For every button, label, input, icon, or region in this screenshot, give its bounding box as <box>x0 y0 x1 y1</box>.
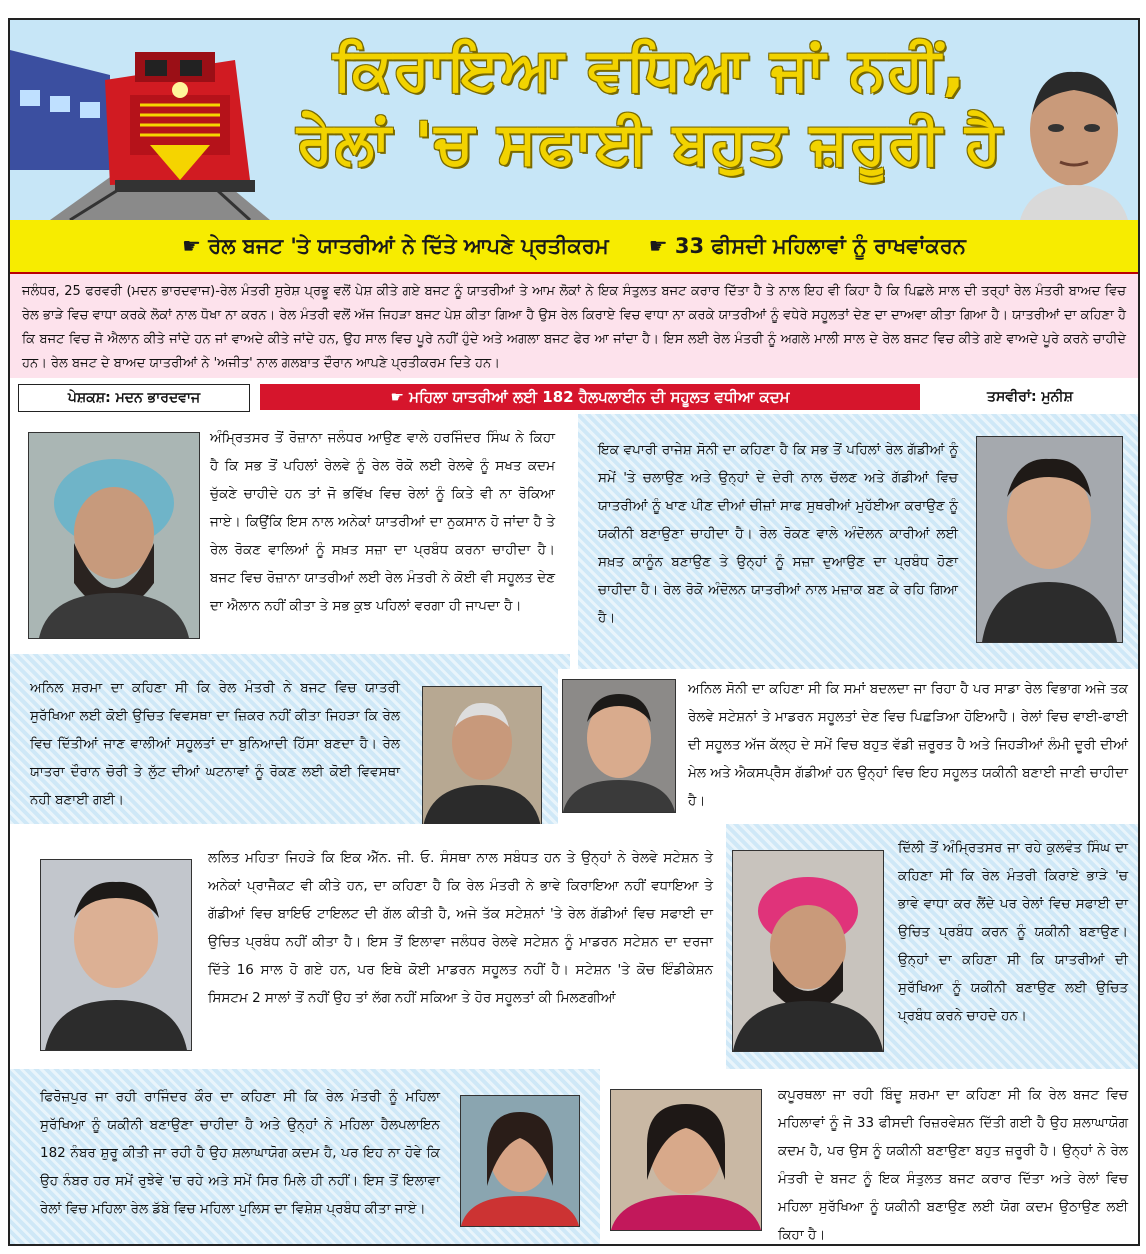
quote-block-anil-sharma <box>10 654 570 824</box>
newspaper-page <box>8 18 1140 1246</box>
presenter-credit: ਪੇਸ਼ਕਸ਼: ਮਦਨ ਭਾਰਦਵਾਜ <box>18 384 250 412</box>
quote-anil-soni: ਅਨਿਲ ਸੋਨੀ ਦਾ ਕਹਿਣਾ ਸੀ ਕਿ ਸਮਾਂ ਬਦਲਦਾ ਜਾ ਰਿਹਾ ਹੈ ਪਰ ਸਾਡਾ ਰੇਲ ਵਿਭਾਗ ਅਜੇ ਤਕ ਰੇਲਵੇ ਸਟੇਸ਼ਨਾਂ ਤੇ ਮਾਡਰਨ ਸਹੂਲਤਾਂ ਦੇਣ ਵਿਚ ਪਿਛੜਿਆ ਹੋਇਆਹੈ। ਰੇਲਾਂ ਵਿਚ ਵਾਈ-ਫਾਈ ਦੀ ਸਹੂਲਤ ਅੱਜ ਕੱਲ੍ਹ ਦੇ ਸਮੇਂ ਵਿਚ ਬਹੁਤ ਵੱਡੀ ਜ਼ਰੂਰਤ ਹੈ ਅਤੇ ਜਿਹੜੀਆਂ ਲੰਮੀ ਦੂਰੀ ਦੀਆਂ ਮੇਲ ਅਤੇ ਐਕਸਪ੍ਰੈਸ ਗੱਡੀਆਂ ਹਨ ਉਨ੍ਹਾਂ ਵਿਚ ਇਹ ਸਹੂਲਤ ਯਕੀਨੀ ਬਣਾਈ ਜਾਣੀ ਚਾਹੀਦਾ ਹੈ। <box>688 681 1128 809</box>
photo-anil-soni <box>562 679 676 813</box>
subheading-bar <box>10 220 1138 274</box>
quote-block-kulwant <box>726 824 1138 1069</box>
photo-harjinder <box>28 432 200 639</box>
credit-bar <box>10 382 1138 412</box>
helpline-banner: ☛ ਮਹਿਲਾ ਯਾਤਰੀਆਂ ਲਈ 182 ਹੈਲਪਲਾਈਨ ਦੀ ਸਹੂਲਤ ਵਧੀਆ ਕਦਮ <box>260 384 920 410</box>
subheading-right: ☛ 33 ਫੀਸਦੀ ਮਹਿਲਾਵਾਂ ਨੂੰ ਰਾਖਵਾਂਕਰਨ <box>648 233 966 258</box>
train-illustration <box>10 20 280 220</box>
photo-rajesh <box>976 436 1123 643</box>
headline-line-2: ਰੇਲਾਂ 'ਚ ਸਫਾਈ ਬਹੁਤ ਜ਼ਰੂਰੀ ਹੈ <box>296 109 1004 177</box>
photo-rajinder <box>460 1095 580 1227</box>
intro-paragraph: ਜਲੰਧਰ, 25 ਫਰਵਰੀ (ਮਦਨ ਭਾਰਦਵਾਜ)-ਰੇਲ ਮੰਤਰੀ ਸੁਰੇਸ਼ ਪ੍ਰਭੂ ਵਲੋਂ ਪੇਸ਼ ਕੀਤੇ ਗਏ ਬਜਟ ਨੂੰ ਯਾਤਰੀਆਂ ਤੇ ਆਮ ਲੋਕਾਂ ਨੇ ਇਕ ਸੰਤੁਲਤ ਬਜਟ ਕਰਾਰ ਦਿੱਤਾ ਹੈ ਤੇ ਨਾਲ ਇਹ ਵੀ ਕਿਹਾ ਹੈ ਕਿ ਪਿਛਲੇ ਸਾਲ ਦੀ ਤਰ੍ਹਾਂ ਰੇਲ ਮੰਤਰੀ ਬਾਅਦ ਵਿਚ ਰੇਲ ਭਾੜੇ ਵਿਚ ਵਾਧਾ ਕਰਕੇ ਲੋਕਾਂ ਨਾਲ ਧੋਖਾ ਨਾ ਕਰਨ। ਰੇਲ ਮੰਤਰੀ ਵਲੋਂ ਅੱਜ ਜਿਹੜਾ ਬਜਟ ਪੇਸ਼ ਕੀਤਾ ਗਿਆ ਹੈ ਉਸ ਰੇਲ ਕਿਰਾਏ ਵਿਚ ਵਾਧਾ ਨਾ ਕਰਕੇ ਯਾਤਰੀਆਂ ਨੂੰ ਵਧੇਰੇ ਸਹੂਲਤਾਂ ਦੇਣ ਦਾ ਦਾਅਵਾ ਕੀਤਾ ਗਿਆ ਹੈ। ਯਾਤਰੀਆਂ ਦਾ ਕਹਿਣਾ ਹੈ ਕਿ ਬਜਟ ਵਿਚ ਜੋ ਐਲਾਨ ਕੀਤੇ ਜਾਂਦੇ ਹਨ ਜਾਂ ਵਾਅਦੇ ਕੀਤੇ ਜਾਂਦੇ ਹਨ, ਉਹ ਸਾਲ ਵਿਚ ਪੂਰੇ ਨਹੀਂ ਹੁੰਦੇ ਅਤੇ ਅਗਲਾ ਬਜਟ ਫੇਰ ਆ ਜਾਂਦਾ ਹੈ। ਇਸ ਲਈ ਰੇਲ ਮੰਤਰੀ ਨੂੰ ਅਗਲੇ ਮਾਲੀ ਸਾਲ ਦੇ ਰੇਲ ਬਜਟ ਵਿਚ ਕੀਤੇ ਗਏ ਵਾਅਦੇ ਪੂਰੇ ਕਰਨੇ ਚਾਹੀਦੇ ਹਨ। ਰੇਲ ਬਜਟ ਦੇ ਬਾਅਦ ਯਾਤਰੀਆਂ ਨੇ 'ਅਜੀਤ' ਨਾਲ ਗਲਬਾਤ ਦੌਰਾਨ ਆਪਣੇ ਪ੍ਰਤੀਕਰਮ ਦਿਤੇ ਹਨ। <box>10 274 1138 378</box>
quote-lalit: ਲਲਿਤ ਮਹਿਤਾ ਜਿਹੜੇ ਕਿ ਇਕ ਐੱਨ. ਜੀ. ਓ. ਸੰਸਥਾ ਨਾਲ ਸਬੰਧਤ ਹਨ ਤੇ ਉਨ੍ਹਾਂ ਨੇ ਰੇਲਵੇ ਸਟੇਸ਼ਨ ਤੇ ਅਨੇਕਾਂ ਪ੍ਰਾਜੈਕਟ ਵੀ ਕੀਤੇ ਹਨ, ਦਾ ਕਹਿਣਾ ਹੈ ਕਿ ਰੇਲ ਮੰਤਰੀ ਨੇ ਭਾਵੇ ਕਿਰਾਇਆ ਨਹੀਂ ਵਧਾਇਆ ਤੇ ਗੱਡੀਆਂ ਵਿਚ ਬਾਇਓ ਟਾਇਲਟ ਦੀ ਗੱਲ ਕੀਤੀ ਹੈ, ਅਜੇ ਤੱਕ ਸਟੇਸ਼ਨਾਂ 'ਤੇ ਰੇਲ ਗੱਡੀਆਂ ਵਿਚ ਸਫਾਈ ਦਾ ਉਚਿਤ ਪ੍ਰਬੰਧ ਨਹੀਂ ਕੀਤਾ ਹੈ। ਇਸ ਤੋਂ ਇਲਾਵਾ ਜਲੰਧਰ ਰੇਲਵੇ ਸਟੇਸ਼ਨ ਨੂੰ ਮਾਡਰਨ ਸਟੇਸ਼ਨ ਦਾ ਦਰਜਾ ਦਿੱਤੇ 16 ਸਾਲ ਹੋ ਗਏ ਹਨ, ਪਰ ਇਥੇ ਕੋਈ ਮਾਡਰਨ ਸਹੂਲਤ ਨਹੀਂ ਹੈ। ਸਟੇਸ਼ਨ 'ਤੇ ਕੋਚ ਇੰਡੀਕੇਸ਼ਨ ਸਿਸਟਮ 2 ਸਾਲਾਂ ਤੋਂ ਨਹੀਂ ਉਹ ਤਾਂ ਲੱਗ ਨਹੀਂ ਸਕਿਆ ਤੇ ਹੋਰ ਸਹੂਲਤਾਂ ਕੀ ਮਿਲਣਗੀਆਂ <box>208 850 713 1006</box>
quote-bindu: ਕਪੂਰਥਲਾ ਜਾ ਰਹੀ ਬਿੰਦੂ ਸ਼ਰਮਾ ਦਾ ਕਹਿਣਾ ਸੀ ਕਿ ਰੇਲ ਬਜਟ ਵਿਚ ਮਹਿਲਾਵਾਂ ਨੂੰ ਜੋ 33 ਫੀਸਦੀ ਰਿਜ਼ਰਵੇਸ਼ਨ ਦਿੱਤੀ ਗਈ ਹੈ ਉਹ ਸ਼ਲਾਘਾਯੋਗ ਕਦਮ ਹੈ, ਪਰ ਉਸ ਨੂੰ ਯਕੀਨੀ ਬਣਾਉਣਾ ਬਹੁਤ ਜ਼ਰੂਰੀ ਹੈ। ਉਨ੍ਹਾਂ ਨੇ ਰੇਲ ਮੰਤਰੀ ਦੇ ਬਜਟ ਨੂੰ ਇਕ ਸੰਤੁਲਤ ਬਜਟ ਕਰਾਰ ਦਿੱਤਾ ਅਤੇ ਰੇਲਾਂ ਵਿਚ ਮਹਿਲਾ ਸੁਰੱਖਿਆ ਨੂੰ ਯਕੀਨੀ ਬਣਾਉਣ ਲਈ ਯੋਗ ਕਦਮ ਉਠਾਉਣ ਲਈ ਕਿਹਾ ਹੈ। <box>778 1087 1128 1243</box>
headline <box>290 32 1010 180</box>
quote-anil-sharma: ਅਨਿਲ ਸ਼ਰਮਾ ਦਾ ਕਹਿਣਾ ਸੀ ਕਿ ਰੇਲ ਮੰਤਰੀ ਨੇ ਬਜਟ ਵਿਚ ਯਾਤਰੀ ਸੁਰੱਖਿਆ ਲਈ ਕੋਈ ਉਚਿਤ ਵਿਵਸਥਾ ਦਾ ਜ਼ਿਕਰ ਨਹੀਂ ਕੀਤਾ ਜਿਹੜਾ ਕਿ ਰੇਲ ਵਿਚ ਦਿੱਤੀਆਂ ਜਾਣ ਵਾਲੀਆਂ ਸਹੂਲਤਾਂ ਦਾ ਬੁਨਿਆਦੀ ਹਿੱਸਾ ਬਣਦਾ ਹੈ। ਰੇਲ ਯਾਤਰਾ ਦੌਰਾਨ ਚੋਰੀ ਤੇ ਲੁੱਟ ਦੀਆਂ ਘਟਨਾਵਾਂ ਨੂੰ ਰੋਕਣ ਲਈ ਕੋਈ ਵਿਵਸਥਾ ਨਹੀ ਬਣਾਈ ਗਈ। <box>30 680 400 808</box>
quote-block-lalit <box>10 834 726 1059</box>
quote-rajinder: ਫਿਰੋਜ਼ਪੁਰ ਜਾ ਰਹੀ ਰਾਜਿੰਦਰ ਕੌਰ ਦਾ ਕਹਿਣਾ ਸੀ ਕਿ ਰੇਲ ਮੰਤਰੀ ਨੂੰ ਮਹਿਲਾ ਸੁਰੱਖਿਆ ਨੂੰ ਯਕੀਨੀ ਬਣਾਉਣਾ ਚਾਹੀਦਾ ਹੈ ਅਤੇ ਉਨ੍ਹਾਂ ਨੇ ਮਹਿਲਾ ਹੈਲਪਲਾਇਨ 182 ਨੰਬਰ ਸ਼ੁਰੂ ਕੀਤੀ ਜਾ ਰਹੀ ਹੈ ਉਹ ਸ਼ਲਾਘਾਯੋਗ ਕਦਮ ਹੈ, ਪਰ ਇਹ ਨਾ ਹੋਵੇ ਕਿ ਉਹ ਨੰਬਰ ਹਰ ਸਮੇਂ ਰੁਝੇਵੇ 'ਚ ਰਹੇ ਅਤੇ ਸਮੇਂ ਸਿਰ ਮਿਲੇ ਹੀ ਨਹੀਂ। ਇਸ ਤੋਂ ਇਲਾਵਾ ਰੇਲਾਂ ਵਿਚ ਮਹਿਲਾ ਰੇਲ ਡੱਬੇ ਵਿਚ ਮਹਿਲਾ ਪੁਲਿਸ ਦਾ ਵਿਸ਼ੇਸ਼ ਪ੍ਰਬੰਧ ਕੀਤਾ ਜਾਏ। <box>40 1089 440 1217</box>
photo-credit: ਤਸਵੀਰਾਂ: ਮੁਨੀਸ਼ <box>987 389 1073 405</box>
quote-block-anil-soni <box>558 669 1138 849</box>
reactions-section <box>10 414 1138 1246</box>
headline-line-1: ਕਿਰਾਇਆ ਵਧਿਆ ਜਾਂ ਨਹੀਂ, <box>333 35 967 103</box>
photo-anil-sharma <box>422 686 542 824</box>
quote-kulwant: ਦਿੱਲੀ ਤੋਂ ਅੰਮ੍ਰਿਤਸਰ ਜਾ ਰਹੇ ਕੁਲਵੰਤ ਸਿੰਘ ਦਾ ਕਹਿਣਾ ਸੀ ਕਿ ਰੇਲ ਮੰਤਰੀ ਕਿਰਾਏ ਭਾੜੇ 'ਚ ਭਾਵੇ ਵਾਧਾ ਕਰ ਲੈਂਦੇ ਪਰ ਰੇਲਾਂ ਵਿਚ ਸਫਾਈ ਦਾ ਉਚਿਤ ਪ੍ਰਬੰਧ ਕਰਨ ਨੂੰ ਯਕੀਨੀ ਬਣਾਉਣ। ਉਨ੍ਹਾਂ ਦਾ ਕਹਿਣਾ ਸੀ ਕਿ ਯਾਤਰੀਆਂ ਦੀ ਸੁਰੱਖਿਆ ਨੂੰ ਯਕੀਨੀ ਬਣਾਉਣ ਲਈ ਉਚਿਤ ਪ੍ਰਬੰਧ ਕਰਨੇ ਚਾਹਦੇ ਹਨ। <box>898 840 1128 1024</box>
photo-bindu <box>610 1089 762 1231</box>
quote-harjinder: ਅੰਮ੍ਰਿਤਸਰ ਤੋਂ ਰੋਜ਼ਾਨਾ ਜਲੰਧਰ ਆਉਣ ਵਾਲੇ ਹਰਜਿੰਦਰ ਸਿੰਘ ਨੇ ਕਿਹਾ ਹੈ ਕਿ ਸਭ ਤੋਂ ਪਹਿਲਾਂ ਰੇਲਵੇ ਨੂੰ ਰੇਲ ਰੋਕੋ ਲਈ ਰੇਲਵੇ ਨੂੰ ਸਖਤ ਕਦਮ ਚੁੱਕਣੇ ਚਾਹੀਦੇ ਹਨ ਤਾਂ ਜੋ ਭਵਿੱਖ ਵਿਚ ਰੇਲਾਂ ਨੂੰ ਕਿਤੇ ਵੀ ਨਾ ਰੋਕਿਆ ਜਾਏ। ਕਿਉਂਕਿ ਇਸ ਨਾਲ ਅਨੇਕਾਂ ਯਾਤਰੀਆਂ ਦਾ ਨੁਕਸਾਨ ਹੋ ਜਾਂਦਾ ਹੈ ਤੇ ਰੇਲ ਰੋਕਣ ਵਾਲਿਆਂ ਨੂੰ ਸਖ਼ਤ ਸਜ਼ਾ ਦਾ ਪ੍ਰਬੰਧ ਕਰਨਾ ਚਾਹੀਦਾ ਹੈ। ਬਜਟ ਵਿਚ ਰੋਜ਼ਾਨਾ ਯਾਤਰੀਆਂ ਲਈ ਰੇਲ ਮੰਤਰੀ ਨੇ ਕੋਈ ਵੀ ਸਹੂਲਤ ਦੇਣ ਦਾ ਐਲਾਨ ਨਹੀਂ ਕੀਤਾ ਤੇ ਸਭ ਕੁਝ ਪਹਿਲਾਂ ਵਰਗਾ ਹੀ ਜਾਪਦਾ ਹੈ। <box>210 430 555 614</box>
header <box>10 20 1138 220</box>
minister-photo <box>1010 60 1138 220</box>
photo-kulwant <box>732 850 884 1052</box>
quote-block-rajesh <box>578 414 1138 669</box>
photo-lalit <box>40 859 192 1051</box>
quote-rajesh: ਇਕ ਵਪਾਰੀ ਰਾਜੇਸ਼ ਸੋਨੀ ਦਾ ਕਹਿਣਾ ਹੈ ਕਿ ਸਭ ਤੋਂ ਪਹਿਲਾਂ ਰੇਲ ਗੱਡੀਆਂ ਨੂੰ ਸਮੇਂ 'ਤੇ ਚਲਾਉਣ ਅਤੇ ਉਨ੍ਹਾਂ ਦੇ ਦੇਰੀ ਨਾਲ ਚੱਲਣ ਅਤੇ ਗੱਡੀਆਂ ਵਿਚ ਯਾਤਰੀਆਂ ਨੂੰ ਖਾਣ ਪੀਣ ਦੀਆਂ ਚੀਜ਼ਾਂ ਸਾਫ ਸੁਥਰੀਆਂ ਮੁਹੱਈਆ ਕਰਾਉਣ ਨੂੰ ਯਕੀਨੀ ਬਣਾਉਣਾ ਚਾਹੀਦਾ ਹੈ। ਰੇਲ ਰੋਕਣ ਵਾਲੇ ਅੰਦੋਲਨ ਕਾਰੀਆਂ ਲਈ ਸਖ਼ਤ ਕਾਨੂੰਨ ਬਣਾਉਣ ਤੇ ਉਨ੍ਹਾਂ ਨੂੰ ਸਜ਼ਾ ਦੁਆਉਣ ਦਾ ਪ੍ਰਬੰਧ ਹੋਣਾ ਚਾਹੀਦਾ ਹੈ। ਰੇਲ ਰੋਕੋ ਅੰਦੋਲਨ ਯਾਤਰੀਆਂ ਨਾਲ ਮਜ਼ਾਕ ਬਣ ਕੇ ਰਹਿ ਗਿਆ ਹੈ। <box>598 442 958 626</box>
subheading-left: ☛ ਰੇਲ ਬਜਟ 'ਤੇ ਯਾਤਰੀਆਂ ਨੇ ਦਿੱਤੇ ਆਪਣੇ ਪ੍ਰਤੀਕਰਮ <box>182 233 609 258</box>
quote-block-bindu <box>600 1069 1138 1246</box>
quote-block-rajinder <box>10 1069 600 1246</box>
quote-block-harjinder <box>10 414 570 654</box>
